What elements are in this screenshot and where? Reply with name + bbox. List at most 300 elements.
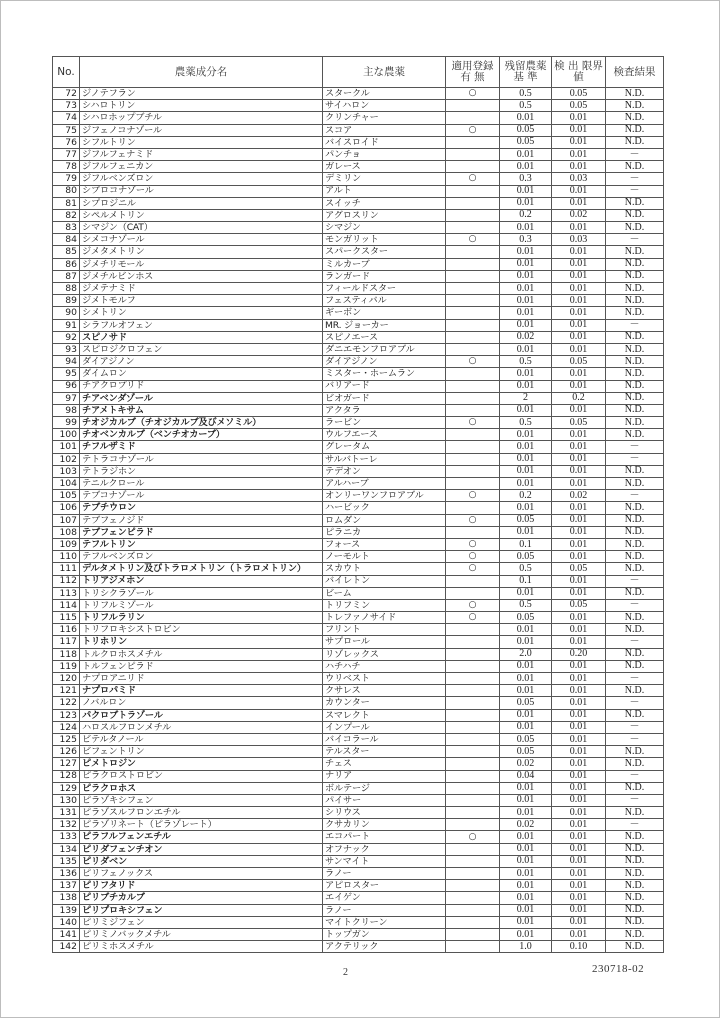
inspection-result: － bbox=[606, 490, 664, 502]
registration-mark bbox=[446, 746, 500, 758]
residue-standard: 0.01 bbox=[500, 197, 552, 209]
main-product: トレファノサイド bbox=[323, 612, 446, 624]
inspection-result: N.D. bbox=[606, 612, 664, 624]
table-row bbox=[53, 380, 664, 392]
registration-mark bbox=[446, 928, 500, 940]
ingredient-name: トリホリン bbox=[80, 636, 323, 648]
main-product: ビオガード bbox=[323, 392, 446, 404]
table-row bbox=[53, 538, 664, 550]
table-row bbox=[53, 246, 664, 258]
detection-limit: 0.01 bbox=[552, 587, 606, 599]
table-row bbox=[53, 307, 664, 319]
table-row bbox=[53, 502, 664, 514]
registration-mark bbox=[446, 880, 500, 892]
residue-standard: 0.01 bbox=[500, 636, 552, 648]
inspection-result: N.D. bbox=[606, 648, 664, 660]
main-product: ミスター・ホームラン bbox=[323, 368, 446, 380]
registration-mark bbox=[446, 368, 500, 380]
residue-standard: 0.2 bbox=[500, 490, 552, 502]
registration-mark bbox=[446, 758, 500, 770]
row-number: 112 bbox=[53, 575, 80, 587]
table-row bbox=[53, 660, 664, 672]
row-number: 100 bbox=[53, 429, 80, 441]
residue-standard: 0.04 bbox=[500, 770, 552, 782]
registration-mark bbox=[446, 270, 500, 282]
registration-mark: ○ bbox=[446, 417, 500, 429]
ingredient-name: チアベンダゾール bbox=[80, 392, 323, 404]
ingredient-name: シプロジニル bbox=[80, 197, 323, 209]
registration-mark bbox=[446, 465, 500, 477]
row-number: 80 bbox=[53, 185, 80, 197]
residue-standard: 0.01 bbox=[500, 807, 552, 819]
detection-limit: 0.01 bbox=[552, 465, 606, 477]
ingredient-name: ピラゾスルフロンエチル bbox=[80, 807, 323, 819]
row-number: 86 bbox=[53, 258, 80, 270]
inspection-result: N.D. bbox=[606, 429, 664, 441]
ingredient-name: ピラフルフェンエチル bbox=[80, 831, 323, 843]
main-product: ラービン bbox=[323, 417, 446, 429]
inspection-result: N.D. bbox=[606, 892, 664, 904]
table-row bbox=[53, 892, 664, 904]
main-product: バイレトン bbox=[323, 575, 446, 587]
residue-standard: 0.01 bbox=[500, 660, 552, 672]
main-product: フォース bbox=[323, 538, 446, 550]
inspection-result: － bbox=[606, 234, 664, 246]
residue-standard: 0.5 bbox=[500, 100, 552, 112]
main-product: アルト bbox=[323, 185, 446, 197]
main-product: パンチョ bbox=[323, 148, 446, 160]
inspection-result: N.D. bbox=[606, 782, 664, 794]
ingredient-name: ジメトモルフ bbox=[80, 295, 323, 307]
residue-standard: 0.01 bbox=[500, 855, 552, 867]
inspection-result: N.D. bbox=[606, 538, 664, 550]
ingredient-name: ダイムロン bbox=[80, 368, 323, 380]
registration-mark bbox=[446, 185, 500, 197]
row-number: 128 bbox=[53, 770, 80, 782]
row-number: 78 bbox=[53, 161, 80, 173]
inspection-result: － bbox=[606, 819, 664, 831]
inspection-result: N.D. bbox=[606, 660, 664, 672]
row-number: 114 bbox=[53, 599, 80, 611]
inspection-result: N.D. bbox=[606, 478, 664, 490]
detection-limit: 0.01 bbox=[552, 904, 606, 916]
residue-standard: 0.5 bbox=[500, 88, 552, 100]
ingredient-name: テブコナゾール bbox=[80, 490, 323, 502]
ingredient-name: トルフェンピラド bbox=[80, 660, 323, 672]
ingredient-name: シメコナゾール bbox=[80, 234, 323, 246]
table-row bbox=[53, 587, 664, 599]
residue-standard: 0.1 bbox=[500, 575, 552, 587]
detection-limit: 0.01 bbox=[552, 502, 606, 514]
row-number: 123 bbox=[53, 709, 80, 721]
row-number: 116 bbox=[53, 624, 80, 636]
row-number: 93 bbox=[53, 343, 80, 355]
inspection-result: N.D. bbox=[606, 526, 664, 538]
main-product: MR. ジョーカー bbox=[323, 319, 446, 331]
residue-standard: 0.01 bbox=[500, 343, 552, 355]
registration-mark bbox=[446, 624, 500, 636]
row-number: 137 bbox=[53, 880, 80, 892]
registration-mark bbox=[446, 575, 500, 587]
residue-standard: 0.1 bbox=[500, 538, 552, 550]
ingredient-name: チアメトキサム bbox=[80, 404, 323, 416]
ingredient-name: テトラコナゾール bbox=[80, 453, 323, 465]
ingredient-name: ジフェノコナゾール bbox=[80, 124, 323, 136]
registration-mark bbox=[446, 709, 500, 721]
row-number: 126 bbox=[53, 746, 80, 758]
row-number: 74 bbox=[53, 112, 80, 124]
detection-limit: 0.2 bbox=[552, 392, 606, 404]
detection-limit: 0.01 bbox=[552, 343, 606, 355]
row-number: 113 bbox=[53, 587, 80, 599]
detection-limit: 0.01 bbox=[552, 916, 606, 928]
row-number: 99 bbox=[53, 417, 80, 429]
residue-standard: 0.5 bbox=[500, 356, 552, 368]
detection-limit: 0.01 bbox=[552, 551, 606, 563]
ingredient-name: スピノサド bbox=[80, 331, 323, 343]
main-product: テデオン bbox=[323, 465, 446, 477]
table-row bbox=[53, 843, 664, 855]
residue-standard: 0.01 bbox=[500, 868, 552, 880]
row-number: 140 bbox=[53, 916, 80, 928]
table-row bbox=[53, 356, 664, 368]
registration-mark bbox=[446, 441, 500, 453]
row-number: 79 bbox=[53, 173, 80, 185]
main-product: サンマイト bbox=[323, 855, 446, 867]
inspection-result: N.D. bbox=[606, 465, 664, 477]
detection-limit: 0.01 bbox=[552, 807, 606, 819]
row-number: 107 bbox=[53, 514, 80, 526]
ingredient-name: ナプロアニリド bbox=[80, 673, 323, 685]
detection-limit: 0.01 bbox=[552, 843, 606, 855]
registration-mark bbox=[446, 782, 500, 794]
inspection-result: － bbox=[606, 673, 664, 685]
main-product: マイトクリーン bbox=[323, 916, 446, 928]
ingredient-name: ビフェントリン bbox=[80, 746, 323, 758]
main-product: リゾレックス bbox=[323, 648, 446, 660]
main-product: フィールドスター bbox=[323, 283, 446, 295]
detection-limit: 0.01 bbox=[552, 526, 606, 538]
registration-mark: ○ bbox=[446, 234, 500, 246]
residue-standard: 0.01 bbox=[500, 478, 552, 490]
table-row bbox=[53, 295, 664, 307]
residue-standard: 0.01 bbox=[500, 502, 552, 514]
table-row bbox=[53, 770, 664, 782]
detection-limit: 0.01 bbox=[552, 721, 606, 733]
registration-mark bbox=[446, 868, 500, 880]
inspection-result: － bbox=[606, 453, 664, 465]
inspection-result: － bbox=[606, 173, 664, 185]
detection-limit: 0.01 bbox=[552, 794, 606, 806]
detection-limit: 0.01 bbox=[552, 441, 606, 453]
registration-mark bbox=[446, 295, 500, 307]
ingredient-name: テニルクロール bbox=[80, 478, 323, 490]
inspection-result: N.D. bbox=[606, 843, 664, 855]
ingredient-name: ジメチルビンホス bbox=[80, 270, 323, 282]
row-number: 106 bbox=[53, 502, 80, 514]
table-row bbox=[53, 404, 664, 416]
registration-mark bbox=[446, 453, 500, 465]
row-number: 119 bbox=[53, 660, 80, 672]
table-row bbox=[53, 112, 664, 124]
residue-standard: 0.02 bbox=[500, 819, 552, 831]
inspection-result: N.D. bbox=[606, 514, 664, 526]
residue-standard: 0.05 bbox=[500, 746, 552, 758]
detection-limit: 0.01 bbox=[552, 709, 606, 721]
ingredient-name: テブフェンピラド bbox=[80, 526, 323, 538]
main-product: ダイアジノン bbox=[323, 356, 446, 368]
inspection-result: N.D. bbox=[606, 587, 664, 599]
table-row bbox=[53, 136, 664, 148]
table-row bbox=[53, 514, 664, 526]
table-row bbox=[53, 880, 664, 892]
registration-mark bbox=[446, 733, 500, 745]
row-number: 83 bbox=[53, 222, 80, 234]
table-row bbox=[53, 319, 664, 331]
ingredient-name: チアクロプリド bbox=[80, 380, 323, 392]
detection-limit: 0.01 bbox=[552, 624, 606, 636]
main-product: フリント bbox=[323, 624, 446, 636]
table-row bbox=[53, 258, 664, 270]
detection-limit: 0.01 bbox=[552, 331, 606, 343]
detection-limit: 0.01 bbox=[552, 148, 606, 160]
row-number: 103 bbox=[53, 465, 80, 477]
detection-limit: 0.01 bbox=[552, 124, 606, 136]
detection-limit: 0.01 bbox=[552, 197, 606, 209]
header-registered: 適用登録 有 無 bbox=[446, 57, 500, 88]
inspection-result: N.D. bbox=[606, 343, 664, 355]
row-number: 84 bbox=[53, 234, 80, 246]
main-product: アクタラ bbox=[323, 404, 446, 416]
inspection-result: － bbox=[606, 794, 664, 806]
detection-limit: 0.01 bbox=[552, 161, 606, 173]
row-number: 127 bbox=[53, 758, 80, 770]
detection-limit: 0.01 bbox=[552, 612, 606, 624]
table-row bbox=[53, 721, 664, 733]
row-number: 129 bbox=[53, 782, 80, 794]
inspection-result: － bbox=[606, 599, 664, 611]
main-product: テルスター bbox=[323, 746, 446, 758]
main-product: ダニエモンフロアブル bbox=[323, 343, 446, 355]
main-product: モンガリット bbox=[323, 234, 446, 246]
residue-standard: 0.01 bbox=[500, 782, 552, 794]
ingredient-name: シハロトリン bbox=[80, 100, 323, 112]
table-row bbox=[53, 916, 664, 928]
table-row bbox=[53, 648, 664, 660]
main-product: クサレス bbox=[323, 685, 446, 697]
ingredient-name: シマジン（CAT） bbox=[80, 222, 323, 234]
detection-limit: 0.01 bbox=[552, 782, 606, 794]
residue-standard: 0.02 bbox=[500, 331, 552, 343]
ingredient-name: デルタメトリン及びトラロメトリン（トラロメトリン） bbox=[80, 563, 323, 575]
page-number: 2 bbox=[343, 967, 348, 978]
registration-mark bbox=[446, 916, 500, 928]
row-number: 130 bbox=[53, 794, 80, 806]
inspection-result: N.D. bbox=[606, 270, 664, 282]
ingredient-name: ピリダフェンチオン bbox=[80, 843, 323, 855]
inspection-result: － bbox=[606, 441, 664, 453]
inspection-result: N.D. bbox=[606, 307, 664, 319]
detection-limit: 0.01 bbox=[552, 892, 606, 904]
registration-mark bbox=[446, 404, 500, 416]
ingredient-name: ピリミジフェン bbox=[80, 916, 323, 928]
row-number: 76 bbox=[53, 136, 80, 148]
row-number: 133 bbox=[53, 831, 80, 843]
inspection-result: － bbox=[606, 770, 664, 782]
table-row bbox=[53, 185, 664, 197]
registration-mark bbox=[446, 648, 500, 660]
table-row bbox=[53, 173, 664, 185]
table-row bbox=[53, 807, 664, 819]
table-row bbox=[53, 551, 664, 563]
main-product: ナリア bbox=[323, 770, 446, 782]
ingredient-name: ピリフェノックス bbox=[80, 868, 323, 880]
residue-standard: 0.05 bbox=[500, 612, 552, 624]
main-product: サプロール bbox=[323, 636, 446, 648]
row-number: 132 bbox=[53, 819, 80, 831]
main-product: スイッチ bbox=[323, 197, 446, 209]
ingredient-name: シフルトリン bbox=[80, 136, 323, 148]
row-number: 72 bbox=[53, 88, 80, 100]
detection-limit: 0.01 bbox=[552, 770, 606, 782]
inspection-result: N.D. bbox=[606, 295, 664, 307]
registration-mark bbox=[446, 794, 500, 806]
registration-mark bbox=[446, 697, 500, 709]
ingredient-name: テブフェノジド bbox=[80, 514, 323, 526]
residue-standard: 0.01 bbox=[500, 794, 552, 806]
ingredient-name: トリフルミゾール bbox=[80, 599, 323, 611]
detection-limit: 0.01 bbox=[552, 295, 606, 307]
row-number: 134 bbox=[53, 843, 80, 855]
detection-limit: 0.01 bbox=[552, 673, 606, 685]
table-row bbox=[53, 429, 664, 441]
residue-standard: 0.05 bbox=[500, 124, 552, 136]
main-product: オンリーワンフロアブル bbox=[323, 490, 446, 502]
main-product: ギーボン bbox=[323, 307, 446, 319]
main-product: デミリン bbox=[323, 173, 446, 185]
row-number: 95 bbox=[53, 368, 80, 380]
inspection-result: N.D. bbox=[606, 807, 664, 819]
main-product: ラノー bbox=[323, 868, 446, 880]
main-product: トリフミン bbox=[323, 599, 446, 611]
table-row bbox=[53, 441, 664, 453]
residue-standard: 0.5 bbox=[500, 563, 552, 575]
registration-mark bbox=[446, 222, 500, 234]
main-product: アグロスリン bbox=[323, 209, 446, 221]
inspection-result: N.D. bbox=[606, 624, 664, 636]
detection-limit: 0.01 bbox=[552, 307, 606, 319]
row-number: 110 bbox=[53, 551, 80, 563]
registration-mark bbox=[446, 148, 500, 160]
registration-mark bbox=[446, 307, 500, 319]
main-product: スピノエース bbox=[323, 331, 446, 343]
detection-limit: 0.01 bbox=[552, 575, 606, 587]
ingredient-name: ピリミノバックメチル bbox=[80, 928, 323, 940]
table-row bbox=[53, 392, 664, 404]
inspection-result: N.D. bbox=[606, 855, 664, 867]
registration-mark bbox=[446, 502, 500, 514]
detection-limit: 0.02 bbox=[552, 209, 606, 221]
inspection-result: N.D. bbox=[606, 246, 664, 258]
residue-standard: 0.01 bbox=[500, 928, 552, 940]
detection-limit: 0.05 bbox=[552, 563, 606, 575]
row-number: 77 bbox=[53, 148, 80, 160]
detection-limit: 0.05 bbox=[552, 100, 606, 112]
table-body bbox=[53, 88, 664, 953]
inspection-result: － bbox=[606, 636, 664, 648]
inspection-result: N.D. bbox=[606, 209, 664, 221]
main-product: ピラニカ bbox=[323, 526, 446, 538]
table-row bbox=[53, 478, 664, 490]
inspection-result: N.D. bbox=[606, 331, 664, 343]
registration-mark: ○ bbox=[446, 563, 500, 575]
table-row bbox=[53, 100, 664, 112]
table-row bbox=[53, 624, 664, 636]
ingredient-name: ジメチリモール bbox=[80, 258, 323, 270]
residue-standard: 0.01 bbox=[500, 429, 552, 441]
row-number: 118 bbox=[53, 648, 80, 660]
ingredient-name: ジメテナミド bbox=[80, 283, 323, 295]
residue-standard: 0.01 bbox=[500, 526, 552, 538]
residue-standard: 0.5 bbox=[500, 417, 552, 429]
residue-standard: 0.3 bbox=[500, 173, 552, 185]
main-product: トップガン bbox=[323, 928, 446, 940]
registration-mark: ○ bbox=[446, 831, 500, 843]
detection-limit: 0.01 bbox=[552, 319, 606, 331]
detection-limit: 0.01 bbox=[552, 636, 606, 648]
ingredient-name: ピラゾリネート（ピラゾレート） bbox=[80, 819, 323, 831]
row-number: 73 bbox=[53, 100, 80, 112]
inspection-result: N.D. bbox=[606, 709, 664, 721]
ingredient-name: スピロジクロフェン bbox=[80, 343, 323, 355]
ingredient-name: シプロコナゾール bbox=[80, 185, 323, 197]
main-product: グレータム bbox=[323, 441, 446, 453]
registration-mark bbox=[446, 892, 500, 904]
residue-standard: 0.01 bbox=[500, 270, 552, 282]
residue-standard: 1.0 bbox=[500, 941, 552, 953]
row-number: 98 bbox=[53, 404, 80, 416]
registration-mark bbox=[446, 258, 500, 270]
residue-standard: 0.3 bbox=[500, 234, 552, 246]
main-product: サイハロン bbox=[323, 100, 446, 112]
residue-standard: 0.01 bbox=[500, 307, 552, 319]
inspection-result: N.D. bbox=[606, 746, 664, 758]
ingredient-name: チフルザミド bbox=[80, 441, 323, 453]
registration-mark bbox=[446, 526, 500, 538]
detection-limit: 0.01 bbox=[552, 660, 606, 672]
main-product: バイコラール bbox=[323, 733, 446, 745]
main-product: インプール bbox=[323, 721, 446, 733]
main-product: ビーム bbox=[323, 587, 446, 599]
main-product: エイゲン bbox=[323, 892, 446, 904]
detection-limit: 0.01 bbox=[552, 831, 606, 843]
residue-standard: 0.01 bbox=[500, 148, 552, 160]
ingredient-name: ピリダベン bbox=[80, 855, 323, 867]
inspection-result: N.D. bbox=[606, 904, 664, 916]
ingredient-name: ジフルフェニカン bbox=[80, 161, 323, 173]
detection-limit: 0.01 bbox=[552, 928, 606, 940]
row-number: 89 bbox=[53, 295, 80, 307]
residue-standard: 0.01 bbox=[500, 404, 552, 416]
detection-limit: 0.01 bbox=[552, 514, 606, 526]
ingredient-name: ジノテフラン bbox=[80, 88, 323, 100]
row-number: 85 bbox=[53, 246, 80, 258]
ingredient-name: ピラクロホス bbox=[80, 782, 323, 794]
header-residue-standard: 残留農薬 基 準 bbox=[500, 57, 552, 88]
residue-standard: 0.01 bbox=[500, 319, 552, 331]
residue-standard: 0.01 bbox=[500, 904, 552, 916]
registration-mark bbox=[446, 855, 500, 867]
